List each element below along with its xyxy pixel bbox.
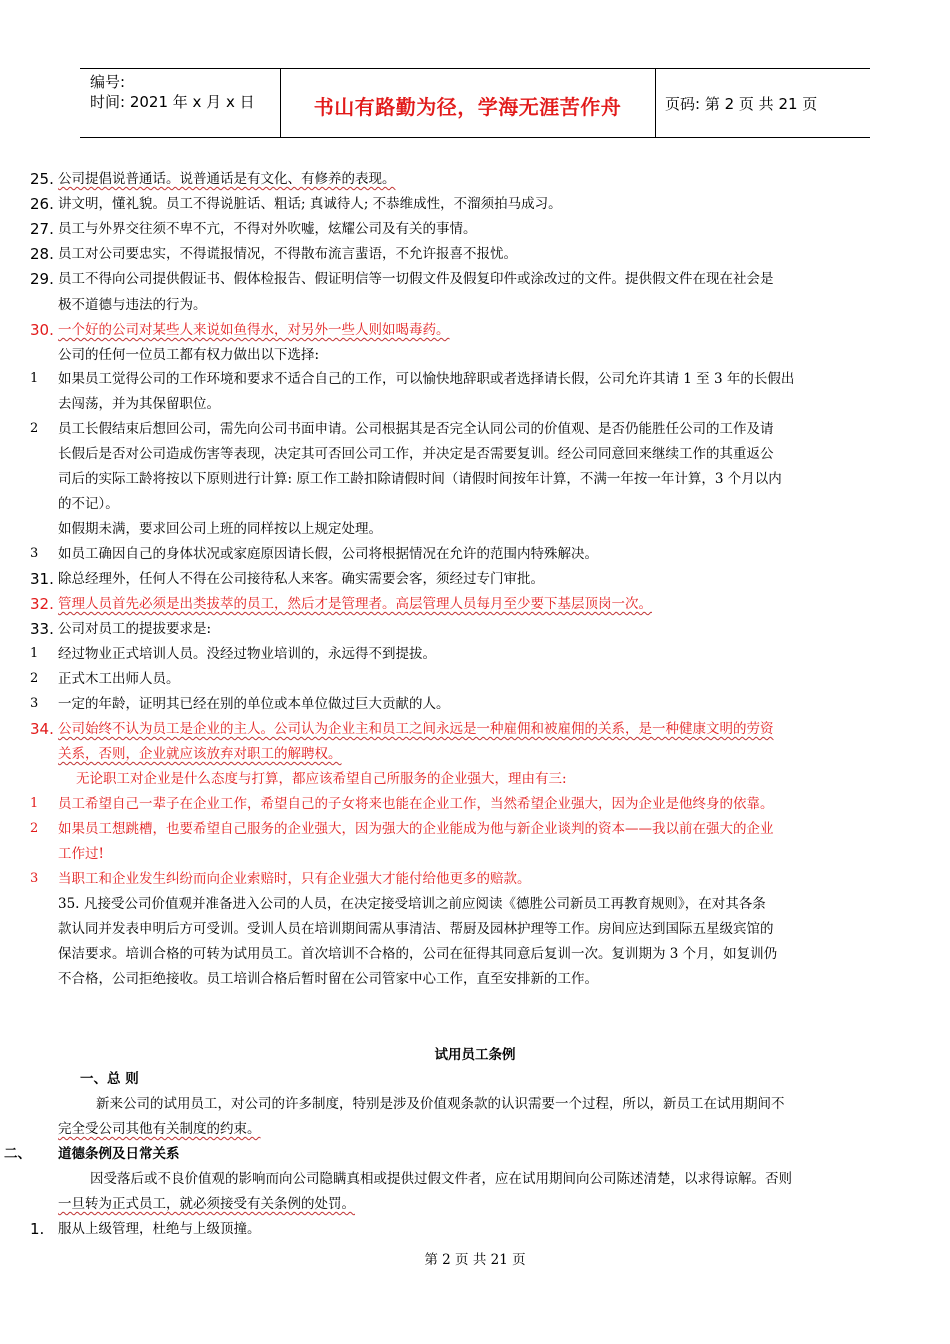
sub-item-note: 如假期未满，要求回公司上班的同样按以上规定处理。 (58, 521, 382, 537)
document-date-label: 时间: 2021 年 x 月 x 日 (90, 93, 255, 111)
sub-item-number: 2 (30, 821, 39, 836)
item-text: 公司对员工的提拔要求是: (58, 621, 212, 637)
sub-item-text-line-2: 工作过! (58, 846, 104, 862)
item-text: 员工与外界交往须不卑不亢，不得对外吹嘘，炫耀公司及有关的事情。 (58, 221, 477, 237)
sub-item-text: 一定的年龄，证明其已经在别的单位或本单位做过巨大贡献的人。 (58, 696, 450, 712)
item-number: 32. (30, 595, 54, 613)
header-page-cell (655, 69, 870, 137)
item-text: 公司提倡说普通话。说普通话是有文化、有修养的表现。 (58, 171, 396, 187)
item-text-line-3: 保洁要求。培训合格的可转为试用员工。首次培训不合格的，公司在征得其同意后复训一次。复训期为 3 个月，如复训仍 (58, 946, 778, 962)
sub-item-text-line-1: 如果员工觉得公司的工作环境和要求不适合自己的工作，可以愉快地辞职或者选择请长假，公司允许其请 1 至 3 年的长假出 (58, 371, 795, 387)
paragraph-line-2: 一旦转为正式员工，就必须接受有关条例的处罚。 (58, 1196, 355, 1212)
page-footer: 第 2 页 共 21 页 (424, 1252, 526, 1268)
paragraph-line-2: 完全受公司其他有关制度的约束。 (58, 1121, 261, 1137)
item-number: 31. (30, 570, 54, 588)
sub-item-text: 经过物业正式培训人员。没经过物业培训的，永远得不到提拔。 (58, 646, 436, 662)
item-text: 除总经理外，任何人不得在公司接待私人来客。确实需要会客，须经过专门审批。 (58, 571, 544, 587)
item-number: 30. (30, 321, 54, 339)
item-intro: 公司的任何一位员工都有权力做出以下选择: (58, 347, 320, 363)
sub-item-text: 正式木工出师人员。 (58, 671, 180, 687)
sub-item-number: 3 (30, 546, 39, 561)
item-number: 35. (58, 896, 80, 912)
page-header (80, 68, 870, 138)
sub-item-text: 员工希望自己一辈子在企业工作，希望自己的子女将来也能在企业工作，当然希望企业强大，因为企业是他终身的依靠。 (58, 796, 774, 812)
item-text: 讲文明，懂礼貌。员工不得说脏话、粗话; 真诚待人; 不恭维成性，不溜须拍马成习。 (58, 196, 562, 212)
item-text-line-2: 款认同并发表申明后方可受训。受训人员在培训期间需从事清洁、帮厨及园林护理等工作。房间应达到国际五星级宾馆的 (58, 921, 774, 937)
sub-item-text-line-2: 长假后是否对公司造成伤害等表现，决定其可否回公司工作，并决定是否需要复训。经公司同意回来继续工作的其重返公 (58, 446, 774, 462)
item-number: 26. (30, 195, 54, 213)
item-intro: 无论职工对企业是什么态度与打算，都应该希望自己所服务的企业强大，理由有三: (76, 771, 567, 787)
item-number: 27. (30, 220, 54, 238)
rule-text: 服从上级管理，杜绝与上级顶撞。 (58, 1221, 261, 1237)
item-text: 一个好的公司对某些人来说如鱼得水，对另外一些人则如喝毒药。 (58, 322, 450, 338)
sub-item-text: 如员工确因自己的身体状况或家庭原因请长假，公司将根据情况在允许的范围内特殊解决。 (58, 546, 598, 562)
document-number-label: 编号: (90, 73, 126, 91)
sub-item-number: 3 (30, 696, 39, 711)
item-text: 员工对公司要忠实，不得谎报情况，不得散布流言蜚语，不允许报喜不报忧。 (58, 246, 517, 262)
header-page-info: 页码: 第 2 页 共 21 页 (665, 95, 818, 113)
header-motto: 书山有路勤为径，学海无涯苦作舟 (313, 95, 622, 119)
item-number: 33. (30, 620, 54, 638)
item-number: 34. (30, 720, 54, 738)
item-text-line-1: 员工不得向公司提供假证书、假体检报告、假证明信等一切假文件及假复印件或涂改过的文件。提供假文件在现在社会是 (58, 271, 774, 287)
item-text-line-1: 凡接受公司价值观并准备进入公司的人员，在决定接受培训之前应阅读《德胜公司新员工再教育规则》，在对其各条 (84, 896, 766, 912)
sub-item-text-line-1: 如果员工想跳槽，也要希望自己服务的企业强大，因为强大的企业能成为他与新企业谈判的资本——我以前在强大的企业 (58, 821, 774, 837)
section-heading-2-number: 二、 (4, 1146, 31, 1162)
item-number: 28. (30, 245, 54, 263)
item-text-line-1: 公司始终不认为员工是企业的主人。公司认为企业主和员工之间永远是一种雇佣和被雇佣的关系，是一种健康文明的劳资 (58, 721, 774, 737)
sub-item-number: 2 (30, 671, 39, 686)
sub-item-number: 1 (30, 371, 39, 386)
item-text: 管理人员首先必须是出类拔萃的员工，然后才是管理者。高层管理人员每月至少要下基层顶岗一次。 (58, 596, 652, 612)
item-text-line-2: 关系，否则，企业就应该放弃对职工的解聘权。 (58, 746, 342, 762)
sub-item-text-line-1: 员工长假结束后想回公司，需先向公司书面申请。公司根据其是否完全认同公司的价值观、是否仍能胜任公司的工作及请 (58, 421, 774, 437)
item-text-line-4: 不合格，公司拒绝接收。员工培训合格后暂时留在公司管家中心工作，直至安排新的工作。 (58, 971, 598, 987)
sub-item-text: 当职工和企业发生纠纷而向企业索赔时，只有企业强大才能付给他更多的赔款。 (58, 871, 531, 887)
paragraph-line-1: 新来公司的试用员工，对公司的许多制度，特别是涉及价值观条款的认识需要一个过程，所以，新员工在试用期间不 (96, 1096, 785, 1112)
paragraph-line-1: 因受落后或不良价值观的影响而向公司隐瞒真相或提供过假文件者，应在试用期间向公司陈述清楚，以求得谅解。否则 (90, 1171, 792, 1187)
sub-item-text-line-4: 的不记）。 (58, 496, 119, 512)
sub-item-number: 2 (30, 421, 39, 436)
item-text-line-2: 极不道德与违法的行为。 (58, 297, 207, 313)
sub-item-text-line-3: 司后的实际工龄将按以下原则进行计算: 原工作工龄扣除请假时间（请假时间按年计算，不满一年按一年计算，3 个月以内 (58, 471, 782, 487)
section-title: 试用员工条例 (434, 1047, 516, 1063)
header-meta-cell (80, 69, 281, 137)
item-number: 25. (30, 170, 54, 188)
item-number: 29. (30, 270, 54, 288)
rule-number: 1. (30, 1220, 45, 1238)
sub-item-number: 1 (30, 796, 39, 811)
section-heading-1: 一、总 则 (80, 1071, 139, 1087)
sub-item-number: 1 (30, 646, 39, 661)
header-motto-cell (280, 69, 656, 137)
sub-item-text-line-2: 去闯荡，并为其保留职位。 (58, 396, 220, 412)
sub-item-number: 3 (30, 871, 39, 886)
section-heading-2: 道德条例及日常关系 (58, 1146, 180, 1162)
